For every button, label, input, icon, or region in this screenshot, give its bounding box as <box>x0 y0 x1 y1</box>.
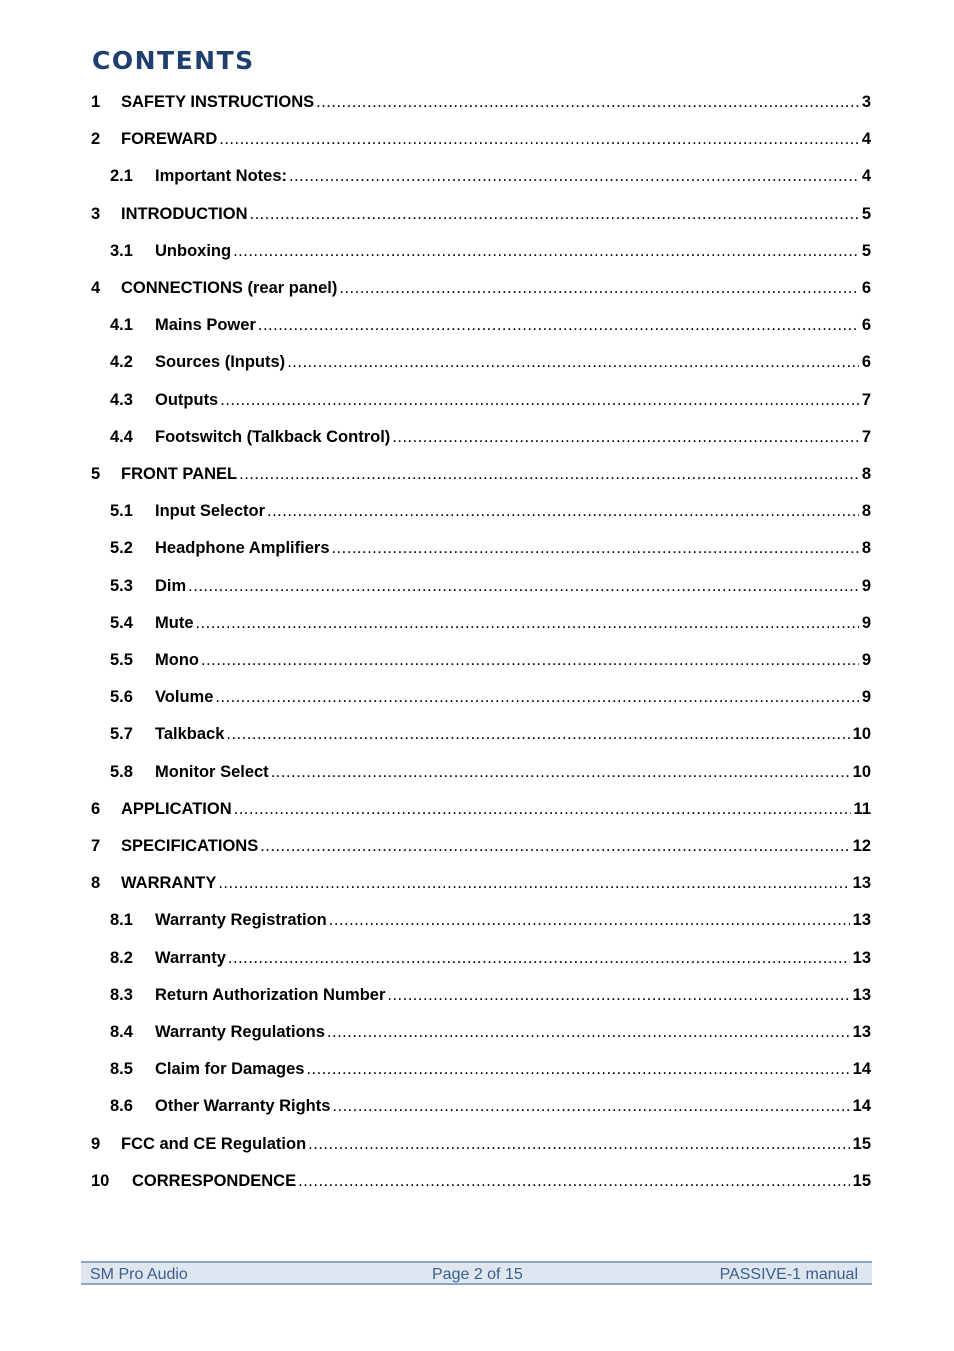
toc-entry-title: CORRESPONDENCE <box>132 1172 297 1190</box>
toc-entry[interactable] <box>0 277 954 299</box>
toc-entry-number: 5 <box>91 465 101 483</box>
toc-entry-title: Mono <box>155 651 199 669</box>
toc-entry-page: 9 <box>861 651 871 669</box>
toc-entry[interactable] <box>0 575 954 597</box>
toc-entry-number: 5.1 <box>110 502 133 520</box>
toc-entry-page: 3 <box>861 93 871 111</box>
toc-entry[interactable] <box>0 984 954 1006</box>
toc-entry-title: WARRANTY <box>121 874 217 892</box>
footer-page-number: Page 2 of 15 <box>432 1266 523 1283</box>
toc-entry-title: FCC and CE Regulation <box>121 1135 307 1153</box>
toc-entry-page: 10 <box>852 763 871 781</box>
toc-entry-number: 5.5 <box>110 651 133 669</box>
toc-dot-leader <box>220 389 859 411</box>
toc-entry[interactable] <box>0 389 954 411</box>
toc-entry[interactable] <box>0 686 954 708</box>
toc-entry-number: 2.1 <box>110 167 133 185</box>
toc-entry-title: Unboxing <box>155 242 232 260</box>
toc-entry-page: 15 <box>852 1135 871 1153</box>
toc-entry-title: Footswitch (Talkback Control) <box>155 428 391 446</box>
toc-entry-page: 4 <box>861 130 871 148</box>
toc-entry-number: 8 <box>91 874 101 892</box>
footer-document-name: PASSIVE-1 manual <box>719 1266 858 1283</box>
toc-entry[interactable] <box>0 91 954 113</box>
toc-entry[interactable] <box>0 463 954 485</box>
toc-dot-leader <box>332 1095 849 1117</box>
toc-entry-title: FRONT PANEL <box>121 465 238 483</box>
toc-entry-title: INTRODUCTION <box>121 205 248 223</box>
toc-dot-leader <box>234 798 851 820</box>
toc-entry-page: 8 <box>861 539 871 557</box>
toc-entry-number: 9 <box>91 1135 101 1153</box>
toc-dot-leader <box>196 612 859 634</box>
toc-entry-title: Sources (Inputs) <box>155 353 286 371</box>
toc-entry-page: 14 <box>852 1060 871 1078</box>
toc-entry-page: 12 <box>852 837 871 855</box>
toc-dot-leader <box>306 1058 849 1080</box>
toc-entry[interactable] <box>0 723 954 745</box>
toc-entry-number: 4.3 <box>110 391 133 409</box>
toc-entry-number: 8.1 <box>110 911 133 929</box>
toc-entry-page: 5 <box>861 242 871 260</box>
toc-entry-title: Mains Power <box>155 316 256 334</box>
toc-entry-number: 2 <box>91 130 101 148</box>
toc-dot-leader <box>332 537 859 559</box>
toc-entry-number: 8.3 <box>110 986 133 1004</box>
toc-dot-leader <box>327 1021 850 1043</box>
toc-entry-page: 7 <box>861 391 871 409</box>
toc-entry[interactable] <box>0 1170 954 1192</box>
toc-entry-number: 8.4 <box>110 1023 133 1041</box>
toc-dot-leader <box>392 426 859 448</box>
toc-entry[interactable] <box>0 500 954 522</box>
toc-entry-number: 4.1 <box>110 316 133 334</box>
toc-entry[interactable] <box>0 1058 954 1080</box>
toc-entry-page: 9 <box>861 577 871 595</box>
toc-entry-title: Return Authorization Number <box>155 986 386 1004</box>
toc-entry-number: 8.6 <box>110 1097 133 1115</box>
toc-entry[interactable] <box>0 537 954 559</box>
toc-dot-leader <box>239 463 859 485</box>
toc-entry-number: 5.6 <box>110 688 133 706</box>
toc-entry-number: 8.5 <box>110 1060 133 1078</box>
toc-dot-leader <box>289 165 859 187</box>
toc-entry-page: 13 <box>852 911 871 929</box>
toc-entry-number: 5.8 <box>110 763 133 781</box>
toc-entry-title: Dim <box>155 577 187 595</box>
toc-entry-title: Warranty <box>155 949 226 967</box>
toc-dot-leader <box>226 723 849 745</box>
toc-entry-page: 13 <box>852 986 871 1004</box>
toc-entry-number: 8.2 <box>110 949 133 967</box>
toc-entry[interactable] <box>0 872 954 894</box>
toc-dot-leader <box>316 91 859 113</box>
toc-dot-leader <box>188 575 859 597</box>
toc-entry-title: Monitor Select <box>155 763 269 781</box>
toc-dot-leader <box>215 686 858 708</box>
toc-entry-title: Outputs <box>155 391 219 409</box>
toc-entry-title: CONNECTIONS (rear panel) <box>121 279 338 297</box>
toc-entry-title: SAFETY INSTRUCTIONS <box>121 93 315 111</box>
toc-dot-leader <box>250 203 859 225</box>
toc-dot-leader <box>201 649 859 671</box>
toc-entry[interactable] <box>0 1021 954 1043</box>
toc-entry[interactable] <box>0 947 954 969</box>
toc-entry-title: Other Warranty Rights <box>155 1097 331 1115</box>
toc-entry[interactable] <box>0 314 954 336</box>
toc-entry[interactable] <box>0 798 954 820</box>
toc-entry-page: 8 <box>861 465 871 483</box>
toc-entry-page: 11 <box>853 800 871 818</box>
page-footer <box>81 1261 872 1285</box>
toc-entry-title: Volume <box>155 688 214 706</box>
toc-entry[interactable] <box>0 835 954 857</box>
toc-entry-page: 6 <box>861 353 871 371</box>
toc-dot-leader <box>258 314 859 336</box>
toc-entry-number: 10 <box>91 1172 110 1190</box>
toc-entry-page: 10 <box>852 725 871 743</box>
toc-entry-number: 4 <box>91 279 101 297</box>
page-title: CONTENTS <box>92 46 255 75</box>
toc-entry[interactable] <box>0 203 954 225</box>
toc-entry[interactable] <box>0 649 954 671</box>
toc-dot-leader <box>219 128 859 150</box>
toc-dot-leader <box>298 1170 850 1192</box>
toc-dot-leader <box>387 984 849 1006</box>
toc-entry-page: 9 <box>861 614 871 632</box>
toc-entry-title: Claim for Damages <box>155 1060 305 1078</box>
toc-entry-title: Warranty Regulations <box>155 1023 325 1041</box>
toc-entry-page: 6 <box>861 279 871 297</box>
toc-dot-leader <box>218 872 849 894</box>
toc-entry-title: Headphone Amplifiers <box>155 539 330 557</box>
toc-entry-page: 5 <box>861 205 871 223</box>
toc-entry[interactable] <box>0 240 954 262</box>
toc-entry-page: 13 <box>852 874 871 892</box>
toc-dot-leader <box>267 500 859 522</box>
toc-entry-title: Important Notes: <box>155 167 287 185</box>
toc-dot-leader <box>233 240 859 262</box>
toc-entry-page: 6 <box>861 316 871 334</box>
toc-entry-number: 6 <box>91 800 101 818</box>
toc-entry-title: SPECIFICATIONS <box>121 837 259 855</box>
toc-entry-page: 9 <box>861 688 871 706</box>
toc-entry-number: 5.2 <box>110 539 133 557</box>
toc-entry-number: 5.7 <box>110 725 133 743</box>
toc-entry-page: 15 <box>852 1172 871 1190</box>
toc-entry[interactable] <box>0 612 954 634</box>
toc-dot-leader <box>308 1133 849 1155</box>
toc-entry-page: 7 <box>861 428 871 446</box>
toc-entry[interactable] <box>0 1133 954 1155</box>
toc-entry[interactable] <box>0 1095 954 1117</box>
footer-company: SM Pro Audio <box>90 1266 188 1283</box>
toc-dot-leader <box>339 277 858 299</box>
toc-entry[interactable] <box>0 128 954 150</box>
toc-entry-number: 7 <box>91 837 101 855</box>
toc-entry-title: Talkback <box>155 725 225 743</box>
toc-entry-title: Warranty Registration <box>155 911 327 929</box>
toc-entry-title: FOREWARD <box>121 130 218 148</box>
toc-entry-number: 3.1 <box>110 242 133 260</box>
toc-entry-title: Mute <box>155 614 194 632</box>
toc-dot-leader <box>271 761 850 783</box>
toc-dot-leader <box>260 835 849 857</box>
toc-entry-number: 4.4 <box>110 428 133 446</box>
toc-dot-leader <box>228 947 850 969</box>
toc-entry-number: 5.3 <box>110 577 133 595</box>
toc-entry-title: APPLICATION <box>121 800 232 818</box>
toc-entry[interactable] <box>0 426 954 448</box>
toc-entry-page: 14 <box>852 1097 871 1115</box>
toc-dot-leader <box>329 909 850 931</box>
toc-entry-page: 13 <box>852 1023 871 1041</box>
toc-entry-number: 5.4 <box>110 614 133 632</box>
toc-entry-number: 1 <box>91 93 101 111</box>
toc-entry-page: 13 <box>852 949 871 967</box>
toc-entry-number: 3 <box>91 205 101 223</box>
toc-entry[interactable] <box>0 761 954 783</box>
toc-entry[interactable] <box>0 165 954 187</box>
toc-entry[interactable] <box>0 351 954 373</box>
toc-dot-leader <box>287 351 859 373</box>
toc-entry-title: Input Selector <box>155 502 266 520</box>
toc-entry[interactable] <box>0 909 954 931</box>
toc-entry-page: 8 <box>861 502 871 520</box>
toc-entry-number: 4.2 <box>110 353 133 371</box>
toc-entry-page: 4 <box>861 167 871 185</box>
